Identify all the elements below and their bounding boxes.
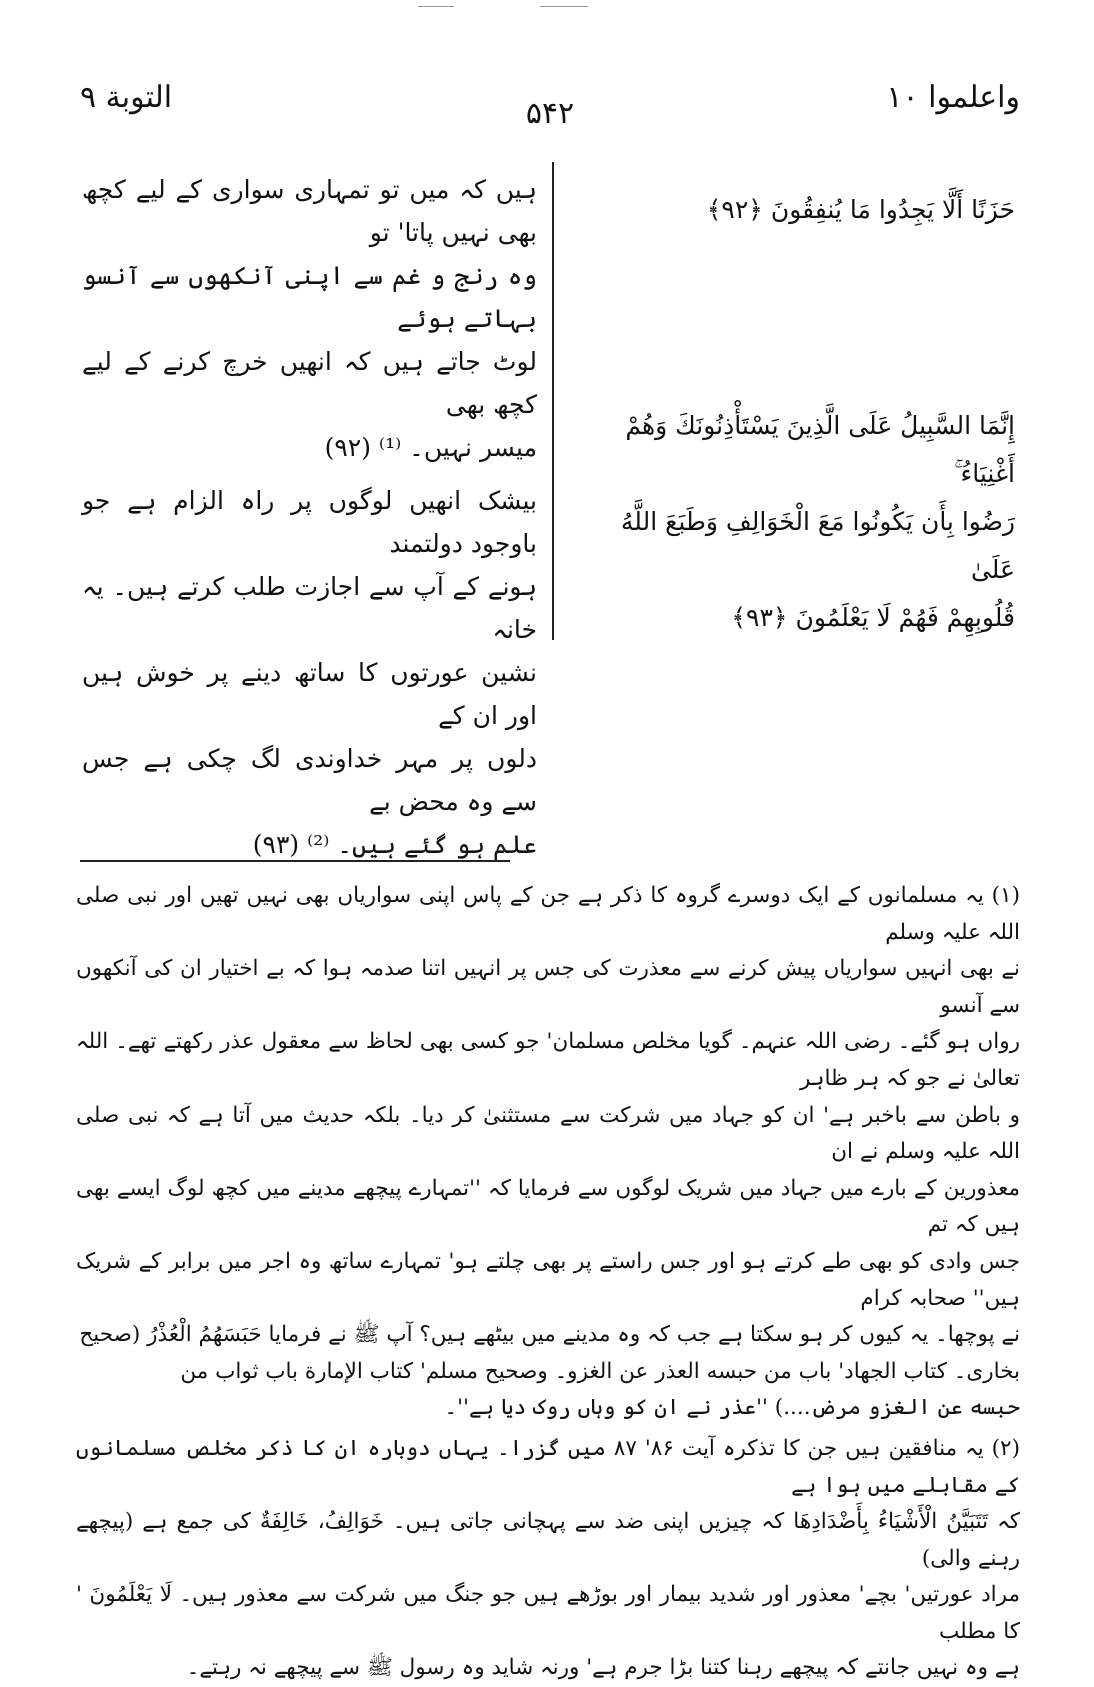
footnote-line: رواں ہو گئے۔ رضی اللہ عنہم۔ گویا مخلص مسلمان' جو کسی بھی لحاظ سے معقول عذر رکھتے تھے۔ اللہ تعالیٰ نے جو کہ ہر ظاہر bbox=[76, 1029, 1020, 1091]
footnote-line: مراد عورتیں' بچے' معذور اور شدید بیمار اور بوڑھے ہیں جو جنگ میں شرکت سے معذور ہیں۔ لَا يَعْلَمُونَ ' کا مطلب bbox=[76, 1582, 1020, 1644]
column-divider bbox=[552, 162, 554, 640]
urdu-translation-column bbox=[82, 168, 537, 866]
top-mark-left bbox=[418, 6, 454, 7]
footnote-line: (۱) یہ مسلمانوں کے ایک دوسرے گروہ کا ذکر ہے جن کے پاس اپنی سواریاں بھی نہیں تھیں اور نبی صلی اللہ علیہ وسلم bbox=[76, 883, 1020, 945]
arabic-line: حَزَنًا أَلَّا يَجِدُوا مَا يُنفِقُونَ ﴿٩٢﴾ bbox=[706, 195, 1015, 224]
translation-line: ہیں کہ میں تو تمہاری سواری کے لیے کچھ بھی نہیں پاتا' تو bbox=[82, 175, 537, 247]
footnote-line: حبسه عن الغزو مرض....) ''عذر نے ان کو وہاں روک دیا ہے''۔ bbox=[444, 1395, 1020, 1421]
translation-line: میسر نہیں۔ ⁽¹⁾ (۹۲) bbox=[324, 433, 537, 462]
top-mark-right bbox=[540, 6, 588, 7]
arabic-line: إِنَّمَا السَّبِيلُ عَلَى الَّذِينَ يَسْتَأْذِنُونَكَ وَهُمْ أَغْنِيَاءُ ۚ bbox=[625, 411, 1015, 488]
footnote-line: و باطن سے باخبر ہے' ان کو جہاد میں شرکت سے مستثنیٰ کر دیا۔ بلکہ حدیث میں آتا ہے کہ نبی صلی اللہ علیہ وسلم نے ان bbox=[76, 1102, 1020, 1165]
page-number: ۵۴۲ bbox=[525, 96, 575, 131]
footnote-line: کہ تَتَبَيَّنُ الْأَشْيَاءُ بِأَضْدَادِهَا کہ چیزیں اپنی ضد سے پہچانی جاتی ہیں۔ خَوَالِفُ، خَالِفَةٌ کی جمع ہے (پیچھے رہنے والی) bbox=[76, 1509, 1020, 1571]
translation-line: علم ہو گئے ہیں۔ ⁽²⁾ (۹۳) bbox=[252, 830, 537, 859]
footnote-line: (۲) یہ منافقین ہیں جن کا تذکرہ آیت ۸۶' ۸۷ میں گزرا۔ یہاں دوبارہ ان کا ذکر مخلص مسلمانوں کے مقابلے میں ہوا ہے bbox=[76, 1435, 1020, 1498]
arabic-line: رَضُوا بِأَن يَكُونُوا مَعَ الْخَوَالِفِ وَطَبَعَ اللَّهُ عَلَىٰ bbox=[620, 507, 1015, 584]
translation-line: بیشک انھیں لوگوں پر راہ الزام ہے جو باوجود دولتمند bbox=[82, 486, 537, 558]
arabic-verse-92 bbox=[575, 190, 1015, 230]
translation-line: ہونے کے آپ سے اجازت طلب کرتے ہیں۔ یہ خانہ bbox=[82, 572, 537, 644]
juz-name: واعلموا ١٠ bbox=[886, 80, 1020, 115]
translation-line: وہ رنج و غم سے اپنی آنکھوں سے آنسو بہاتے ہوئے bbox=[82, 261, 537, 333]
footnote-line: جس وادی کو بھی طے کرتے ہو اور جس راستے پر بھی چلتے ہو' تمہارے ساتھ وہ اجر میں برابر کے شریک ہیں'' صحابہ کرام bbox=[76, 1248, 1020, 1311]
page-header bbox=[80, 80, 1020, 140]
translation-line: لوٹ جاتے ہیں کہ انھیں خرچ کرنے کے لیے کچھ بھی bbox=[82, 347, 537, 419]
arabic-verse-93 bbox=[575, 402, 1015, 642]
translation-line: دلوں پر مہر خداوندی لگ چکی ہے جس سے وہ محض بے bbox=[82, 744, 537, 816]
footnote-line: معذورین کے بارے میں جہاد میں شریک لوگوں سے فرمایا کہ ''تمہارے پیچھے مدینے میں کچھ لوگ ایسے بھی ہیں کہ تم bbox=[76, 1175, 1020, 1238]
surah-name: التوبة ٩ bbox=[80, 80, 173, 115]
footnotes bbox=[76, 878, 1020, 1687]
footnote-line: ہے وہ نہیں جانتے کہ پیچھے رہنا کتنا بڑا جرم ہے' ورنہ شاید وہ رسول ﷺ سے پیچھے نہ رہتے۔ bbox=[186, 1655, 1020, 1681]
translation-line: نشین عورتوں کا ساتھ دینے پر خوش ہیں اور ان کے bbox=[82, 658, 537, 730]
footnote-line: بخاری۔ کتاب الجهاد' باب من حبسه العذر عن الغزو۔ وصحيح مسلم' كتاب الإمارة باب ثواب من bbox=[180, 1358, 1020, 1384]
footnote-line: نے بھی انہیں سواریاں پیش کرنے سے معذرت کی جس پر انہیں اتنا صدمہ ہوا کہ بے اختیار ان کی آنکھوں سے آنسو bbox=[76, 956, 1020, 1018]
arabic-line: قُلُوبِهِمْ فَهُمْ لَا يَعْلَمُونَ ﴿٩٣﴾ bbox=[731, 603, 1015, 632]
footnote-separator bbox=[80, 860, 510, 862]
footnote-line: نے پوچھا۔ یہ کیوں کر ہو سکتا ہے جب کہ وہ مدینے میں بیٹھے ہیں؟ آپ ﷺ نے فرمایا حَبَسَهُمُ الْعُذْرُ (صحیح bbox=[79, 1322, 1020, 1348]
